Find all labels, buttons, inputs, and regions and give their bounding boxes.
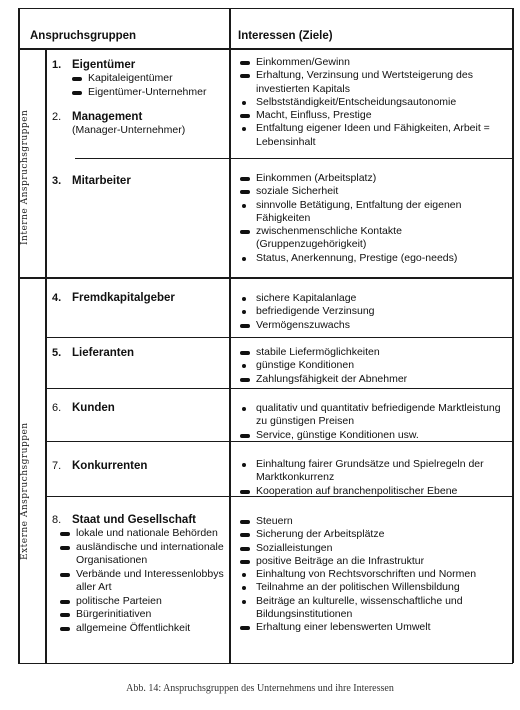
group-customers: 6. Kunden	[52, 402, 115, 414]
side-label-internal: Interne Anspruchsgruppen	[20, 109, 30, 245]
group-employees-title: Mitarbeiter	[72, 175, 131, 187]
group-suppliers: 5. Lieferanten	[52, 347, 134, 359]
list-item: Eigentümer-Unternehmer	[72, 86, 227, 100]
list-item: zwischenmenschliche Kontakte (Gruppenzugehörigkeit)	[240, 225, 512, 252]
group-management: 2. Management (Manager-Unternehmer)	[52, 111, 186, 136]
list-item: Einkommen/Gewinn	[240, 56, 512, 69]
outer-right-border	[512, 8, 514, 663]
list-item: Kooperation auf branchenpolitischer Ebene	[240, 485, 512, 498]
interests-customers	[240, 402, 512, 442]
list-item: politische Parteien	[60, 595, 227, 609]
list-item: Macht, Einfluss, Prestige	[240, 109, 512, 122]
list-item: günstige Konditionen	[240, 359, 512, 372]
divider-row-5	[45, 388, 513, 389]
outer-left-border	[18, 8, 20, 663]
column-divider	[229, 8, 231, 663]
list-item: Status, Anerkennung, Prestige (ego-needs)	[240, 252, 512, 265]
list-item: qualitativ und quantitativ befriedigende Marktleistung zu günstigen Preisen	[240, 402, 512, 429]
list-item: Beiträge an kulturelle, wissenschaftliche und Bildungsinstitutionen	[240, 595, 512, 622]
list-item: Einhaltung fairer Grundsätze und Spielregeln der Marktkonkurrenz	[240, 458, 512, 485]
divider-row-4	[45, 337, 513, 338]
list-item: Verbände und Interessenlobbys aller Art	[60, 568, 227, 595]
table-bottom-line	[18, 663, 513, 664]
interests-state-society	[240, 515, 512, 635]
header-stakeholders: Anspruchsgruppen	[30, 30, 137, 42]
list-item: Vermögenszuwachs	[240, 319, 512, 332]
list-item: Selbstständigkeit/Entscheidungsautonomie	[240, 96, 512, 109]
list-item: Kapitaleigentümer	[72, 72, 227, 86]
header-top-line	[18, 8, 513, 9]
group-customers-title: Kunden	[72, 402, 115, 414]
group-state-society-title: Staat und Gesellschaft	[72, 514, 196, 526]
list-item: stabile Liefermöglichkeiten	[240, 346, 512, 359]
list-item: Bürgerinitiativen	[60, 608, 227, 622]
list-item: Entfaltung eigener Ideen und Fähigkeiten, Arbeit = Lebensinhalt	[240, 122, 512, 149]
divider-internal-mgmt	[75, 158, 513, 159]
group-management-title: Management	[72, 111, 143, 123]
group-lenders: 4. Fremdkapitalgeber	[52, 292, 175, 304]
list-item: Sozialleistungen	[240, 542, 512, 555]
list-item: positive Beiträge an die Infrastruktur	[240, 555, 512, 568]
list-item: Sicherung der Arbeitsplätze	[240, 528, 512, 541]
group-lenders-title: Fremdkapitalgeber	[72, 292, 175, 304]
list-item: Teilnahme an der politischen Willensbildung	[240, 581, 512, 594]
interests-owners	[240, 56, 512, 149]
group-competitors-title: Konkurrenten	[72, 460, 148, 472]
list-item: Zahlungsfähigkeit der Abnehmer	[240, 373, 512, 386]
divider-internal-external	[18, 277, 513, 279]
list-item: Einkommen (Arbeitsplatz)	[240, 172, 512, 185]
figure-caption: Abb. 14: Anspruchsgruppen des Unternehmens und ihre Interessen	[126, 683, 394, 694]
list-item: sinnvolle Betätigung, Entfaltung der eigenen Fähigkeiten	[240, 199, 512, 226]
list-item: Erhaltung einer lebenswerten Umwelt	[240, 621, 512, 634]
header-bottom-line	[18, 48, 513, 50]
list-item: befriedigende Verzinsung	[240, 305, 512, 318]
group-owners-title: Eigentümer	[72, 59, 136, 71]
list-item: sichere Kapitalanlage	[240, 292, 512, 305]
group-state-society: 8. Staat und Gesellschaft lokale und nationale Behörden ausländische und internationale Organisationen Verbände und Interessenlobbys aller Art politische Parteien Bürgerinitiativen allgemeine Öffentlichkeit	[52, 513, 227, 635]
interests-competitors	[240, 458, 512, 498]
side-label-external: Externe Anspruchsgruppen	[20, 422, 30, 560]
header-interests: Interessen (Ziele)	[238, 30, 333, 42]
list-item: Einhaltung von Rechtsvorschriften und Normen	[240, 568, 512, 581]
group-suppliers-title: Lieferanten	[72, 347, 134, 359]
interests-employees	[240, 172, 512, 265]
list-item: allgemeine Öffentlichkeit	[60, 622, 227, 636]
list-item: soziale Sicherheit	[240, 185, 512, 198]
group-employees: 3. Mitarbeiter	[52, 175, 131, 187]
group-owners: 1. Eigentümer Kapitaleigentümer Eigentümer-Unternehmer	[52, 58, 227, 99]
list-item: Erhaltung, Verzinsung und Wertsteigerung des investierten Kapitals	[240, 69, 512, 96]
inner-left-border	[45, 48, 47, 663]
group-competitors: 7. Konkurrenten	[52, 460, 148, 472]
list-item: lokale und nationale Behörden	[60, 527, 227, 541]
list-item: ausländische und internationale Organisationen	[60, 541, 227, 568]
interests-lenders	[240, 292, 512, 332]
list-item: Steuern	[240, 515, 512, 528]
list-item: Service, günstige Konditionen usw.	[240, 429, 512, 442]
interests-suppliers	[240, 346, 512, 386]
